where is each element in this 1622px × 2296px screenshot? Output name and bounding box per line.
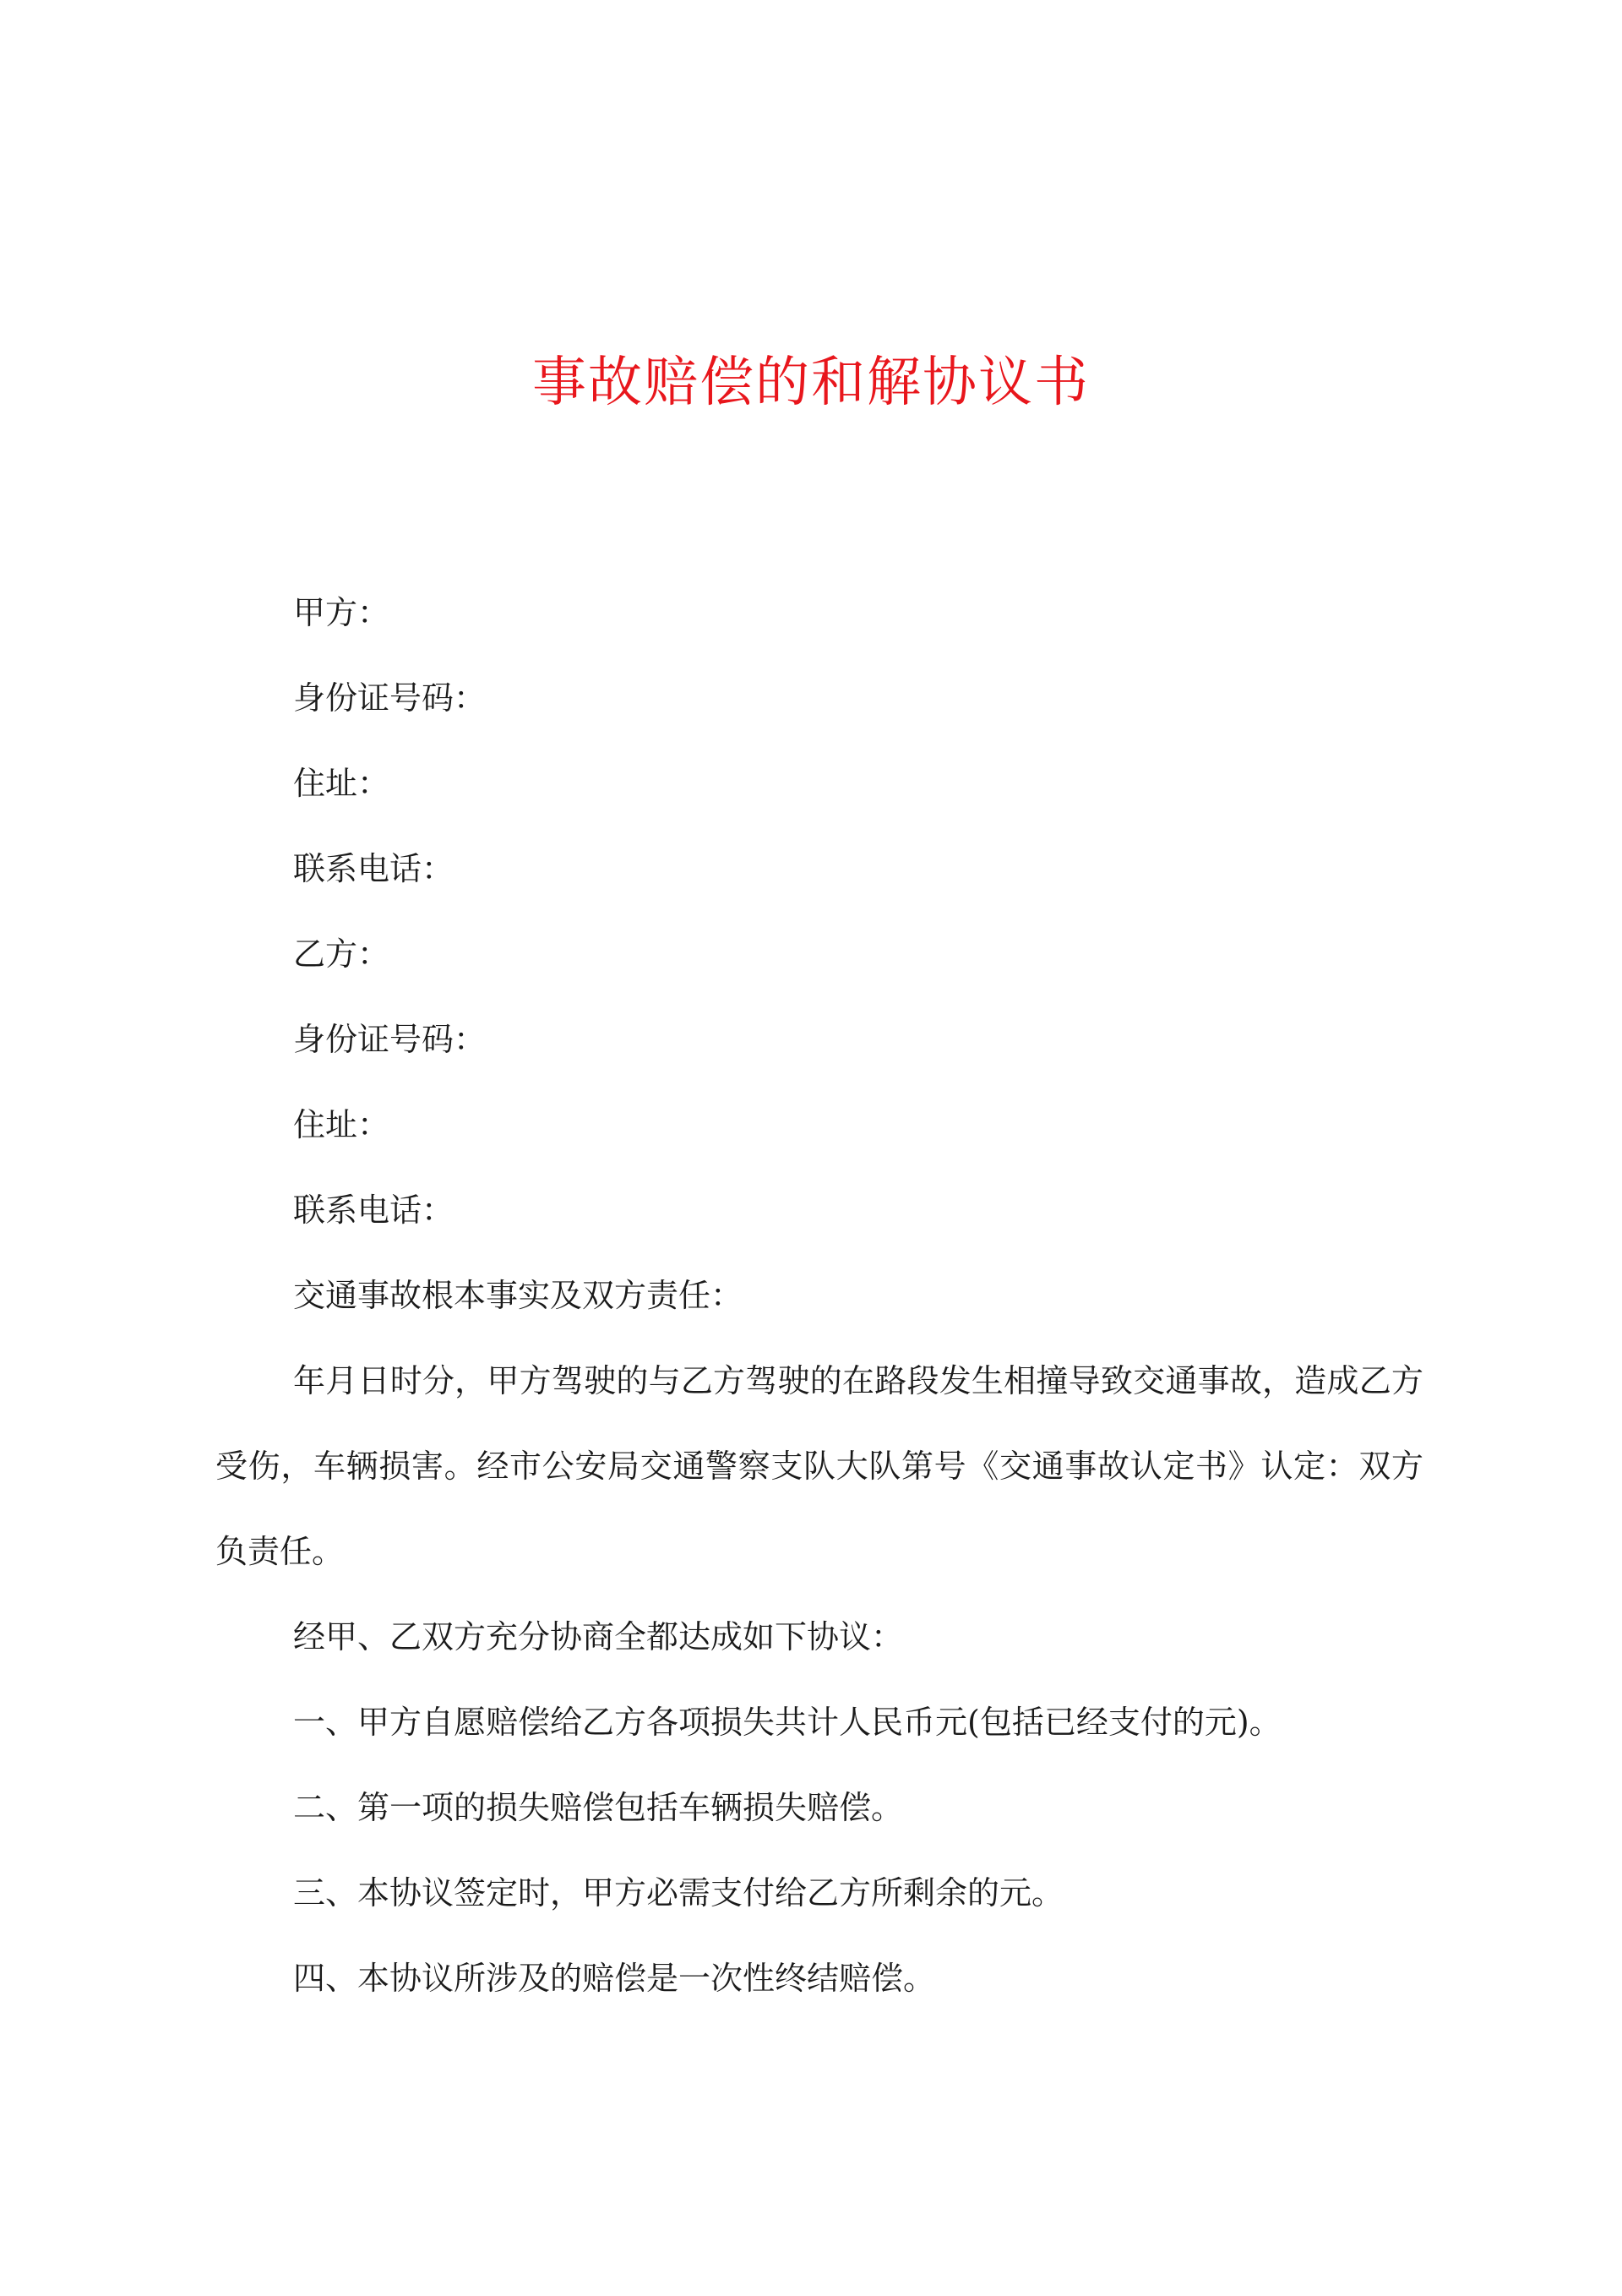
facts-paragraph: 年月日时分，甲方驾驶的与乙方驾驶的在路段发生相撞导致交通事故，造成乙方受伤，车辆损害。经市公安局交通警察支队大队第号《交通事故认定书》认定：双方负责任。	[215, 1362, 1423, 1570]
clause-3: 三、本协议签定时，甲方必需支付给乙方所剩余的元。	[293, 1874, 1064, 1912]
facts-heading: 交通事故根本事实及双方责任：	[293, 1277, 743, 1314]
document-title: 事故赔偿的和解协议书	[532, 352, 1090, 414]
party-a-address-label: 住址：	[293, 765, 390, 802]
party-b-id-label: 身份证号码：	[293, 1021, 487, 1058]
party-a-phone-label: 联系电话：	[293, 850, 454, 887]
party-a-id-label: 身份证号码：	[293, 679, 487, 717]
clause-4: 四、本协议所涉及的赔偿是一次性终结赔偿。	[293, 1960, 936, 1997]
clause-1: 一、甲方自愿赔偿给乙方各项损失共计人民币元(包括已经支付的元)。	[293, 1704, 1282, 1741]
party-b-name-label: 乙方：	[293, 935, 390, 973]
party-b-address-label: 住址：	[293, 1106, 390, 1143]
party-b-phone-label: 联系电话：	[293, 1192, 454, 1229]
clause-2: 二、第一项的损失赔偿包括车辆损失赔偿。	[293, 1789, 904, 1826]
agreement-intro: 经甲、乙双方充分协商全都达成如下协议：	[293, 1618, 904, 1655]
document-body	[215, 570, 1423, 2021]
party-a-name-label: 甲方：	[293, 594, 390, 631]
